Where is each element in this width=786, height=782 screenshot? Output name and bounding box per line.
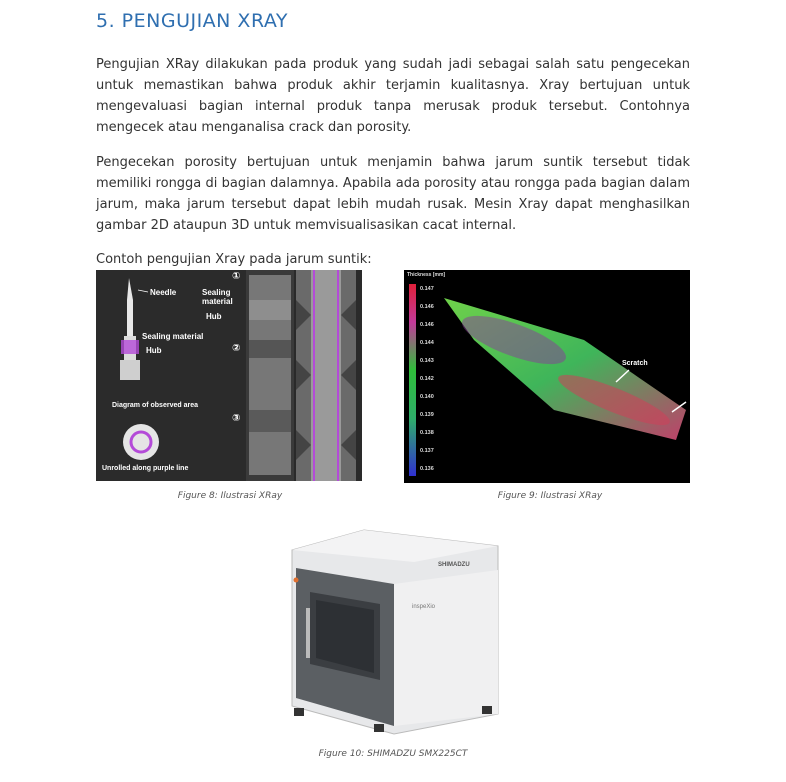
label-diagram: Diagram of observed area [112, 402, 198, 409]
figure-8-caption: Figure 8: Ilustrasi XRay [177, 491, 283, 501]
label-needle: Needle [150, 288, 177, 297]
label-hub: Hub [146, 346, 162, 355]
label-scratch: Scratch [622, 360, 648, 367]
sealing-highlight [121, 340, 139, 354]
marker-2: ② [232, 343, 241, 354]
legend-tick: 0.147 [420, 286, 434, 292]
legend-tick: 0.143 [420, 358, 434, 364]
label-unrolled: Unrolled along purple line [102, 465, 189, 472]
legend-tick: 0.146 [420, 304, 434, 310]
section-heading: 5. PENGUJIAN XRAY [96, 10, 289, 32]
paragraph-example-intro: Contoh pengujian Xray pada jarum suntik: [96, 252, 372, 267]
figure-9-thickness-map [404, 270, 690, 483]
legend-tick: 0.146 [420, 322, 434, 328]
legend-tick: 0.138 [420, 430, 434, 436]
model-label: inspeXio [412, 604, 436, 610]
marker-3: ③ [232, 413, 241, 424]
legend-tick: 0.142 [420, 376, 434, 382]
paragraph-intro: Pengujian XRay dilakukan pada produk yang sudah jadi sebagai salah satu pengecekan untuk memastikan bahwa produk akhir terjamin kualitasnya. Xray bertujuan untuk mengevaluasi bagian internal produk tanpa merusak produk tersebut. Contohnya mengecek atau menganalisa crack dan porosity. [96, 57, 690, 135]
legend-tick: 0.140 [420, 394, 434, 400]
legend-title: Thickness [mm] [407, 272, 446, 278]
figure-8-xray-needle [96, 270, 362, 481]
brand-label: SHIMADZU [438, 562, 470, 568]
unrolled-circle [123, 424, 159, 460]
figure-10-caption: Figure 10: SHIMADZU SMX225CT [318, 749, 468, 759]
legend-tick: 0.137 [420, 448, 434, 454]
label-sealing-material-top: Sealing material [202, 288, 233, 306]
legend-tick: 0.139 [420, 412, 434, 418]
legend-tick: 0.144 [420, 340, 434, 346]
label-sealing-material: Sealing material [142, 332, 204, 341]
legend-tick: 0.136 [420, 466, 434, 472]
label-hub-top: Hub [206, 312, 222, 321]
paragraph-porosity: Pengecekan porosity bertujuan untuk menjamin bahwa jarum suntik tersebut tidak memiliki rongga di bagian dalamnya. Apabila ada porosity atau rongga pada bagian dalam jarum, maka jarum tersebut dapat lebih mudah rusak. Mesin Xray dapat menghasilkan gambar 2D ataupun 3D untuk memvisualisasikan cacat internal. [96, 155, 690, 233]
marker-1: ① [232, 271, 241, 282]
figure-9-caption: Figure 9: Ilustrasi XRay [497, 491, 603, 501]
color-scale-bar [409, 284, 416, 476]
figure-10-xray-machine [274, 528, 506, 740]
